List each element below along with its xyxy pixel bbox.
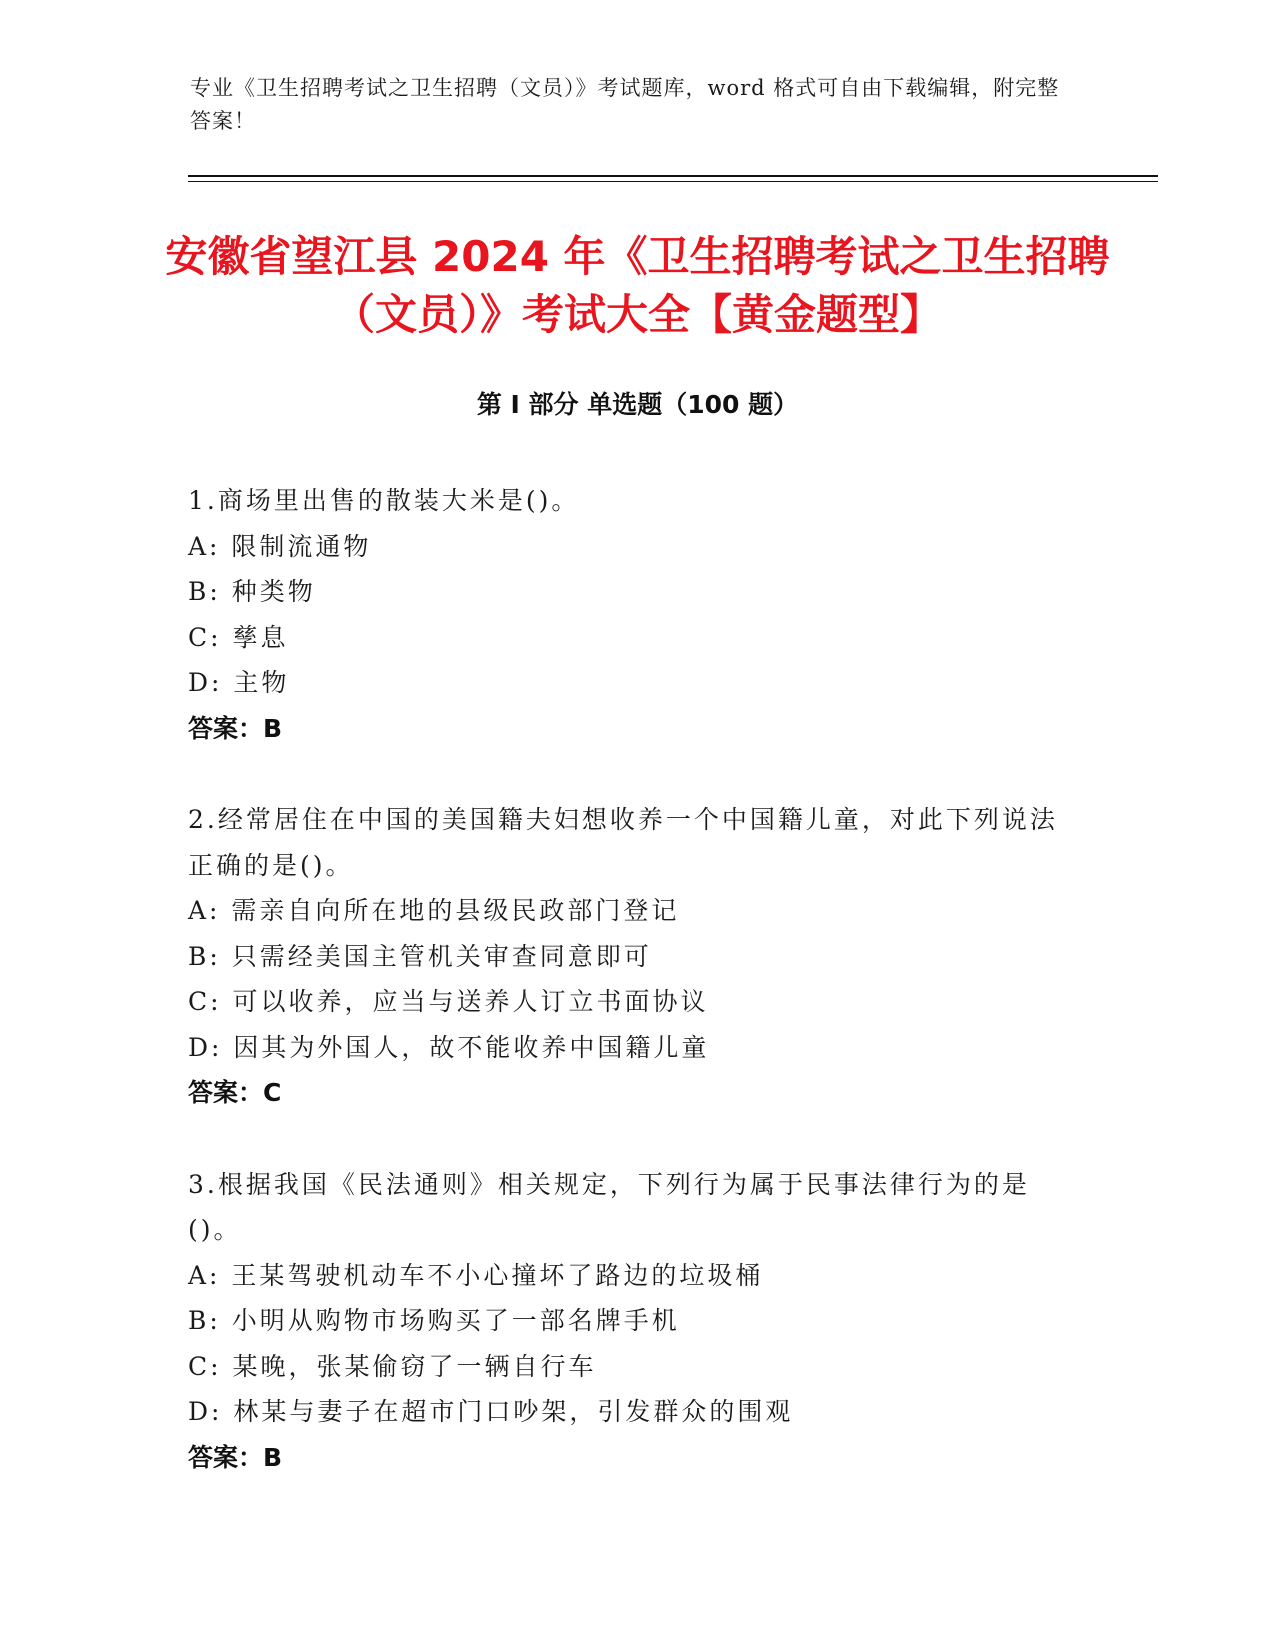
question-2 (188, 797, 1068, 1116)
header-note: 专业《卫生招聘考试之卫生招聘（文员）》考试题库，word 格式可自由下载编辑，附完整答案！ (190, 76, 1060, 133)
document-title: 安徽省望江县 2024 年《卫生招聘考试之卫生招聘（文员）》考试大全【黄金题型】 (165, 232, 1110, 339)
option-a: A: 需亲自向所在地的县级民政部门登记 (188, 896, 680, 925)
question-stem: 2.经常居住在中国的美国籍夫妇想收养一个中国籍儿童，对此下列说法正确的是()。 (188, 805, 1058, 880)
option-c: C: 可以收养，应当与送养人订立书面协议 (188, 987, 709, 1016)
header-rule-thick (188, 175, 1158, 177)
option-c: C: 某晚，张某偷窃了一辆自行车 (188, 1351, 597, 1381)
option-a: A: 限制流通物 (188, 531, 372, 561)
question-stem: 1.商场里出售的散装大米是()。 (188, 486, 580, 515)
option-d: D: 主物 (188, 668, 290, 697)
answer: 答案：B (188, 1442, 283, 1472)
option-b: B: 种类物 (188, 577, 316, 606)
option-b: B: 只需经美国主管机关审查同意即可 (188, 941, 652, 971)
option-b: B: 小明从购物市场购买了一部名牌手机 (188, 1306, 680, 1335)
question-list (188, 478, 1068, 1526)
option-c: C: 孳息 (188, 622, 289, 652)
question-stem: 3.根据我国《民法通则》相关规定，下列行为属于民事法律行为的是()。 (188, 1169, 1030, 1244)
option-d: D: 林某与妻子在超市门口吵架，引发群众的围观 (188, 1397, 794, 1426)
question-1 (188, 478, 1068, 751)
option-d: D: 因其为外国人，故不能收养中国籍儿童 (188, 1032, 710, 1062)
answer: 答案：B (188, 713, 283, 743)
header-rule-thin (188, 181, 1158, 182)
answer: 答案：C (188, 1078, 282, 1107)
section-heading: 第 I 部分 单选题（100 题） (476, 390, 799, 419)
question-3 (188, 1162, 1068, 1481)
option-a: A: 王某驾驶机动车不小心撞坏了路边的垃圾桶 (188, 1260, 764, 1290)
